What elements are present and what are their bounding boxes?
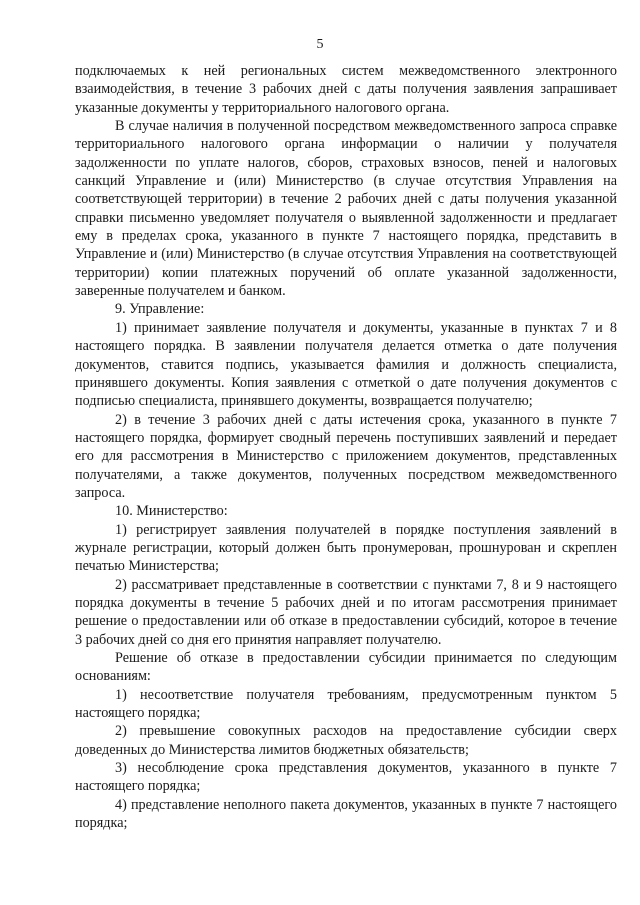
section-9-item-2: 2) в течение 3 рабочих дней с даты истечения срока, указанного в пункте 7 настоящего порядка, формирует сводный перечень поступивших заявлений и передает его для рассмотрения в Министерство с приложением документов, представленных получателями, а также документов, полученных посредством межведомственного запроса. — [75, 411, 617, 501]
section-10-heading: 10. Министерство: — [115, 503, 228, 520]
page-number: 5 — [316, 37, 324, 52]
paragraph-tax-debt: В случае наличия в полученной посредством межведомственного запроса справке территориального налогового органа информации о наличии у получателя задолженности по уплате налогов, сборов, страховых взносов, пеней и налоговых санкций Управление и (или) Министерство (в случае отсутствия Управления на соответствующей территории) в течение 2 рабочих дней с даты получения указанной справки письменно уведомляет получателя о выявленной задолженности и предлагает ему в пределах срока, указанного в пункте 7 настоящего порядка, представить в Управление и (или) Министерство (в случае отсутствия Управления на соответствующей территории) копии платежных поручений об оплате указанной задолженности, заверенные получателем и банком. — [75, 118, 617, 300]
refusal-ground-2: 2) превышение совокупных расходов на предоставление субсидии сверх доведенных до Министерства лимитов бюджетных обязательств; — [75, 723, 617, 758]
paragraph-continuation: подключаемых к ней региональных систем межведомственного электронного взаимодействия, в течение 3 рабочих дней с даты получения заявления запрашивает указанные документы у территориального налогового органа. — [75, 63, 617, 116]
section-10-item-1: 1) регистрирует заявления получателей в порядке поступления заявлений в журнале регистрации, который должен быть пронумерован, прошнурован и скреплен печатью Министерства; — [75, 521, 617, 575]
section-10-item-2: 2) рассматривает представленные в соответствии с пунктами 7, 8 и 9 настоящего порядка документы в течение 5 рабочих дней и по итогам рассмотрения принимает решение о предоставлении или об отказе в предоставлении субсидий, которое в течение 3 рабочих дней со дня его принятия направляет получателю. — [75, 576, 617, 648]
section-9-heading: 9. Управление: — [115, 301, 205, 318]
refusal-ground-4: 4) представление неполного пакета документов, указанных в пункте 7 настоящего порядка; — [75, 796, 617, 832]
refusal-ground-1: 1) несоответствие получателя требованиям, предусмотренным пунктом 5 настоящего порядка; — [75, 686, 617, 722]
refusal-ground-3: 3) несоблюдение срока представления документов, указанного в пункте 7 настоящего порядка; — [75, 760, 617, 795]
document-body — [75, 62, 617, 832]
section-9-item-1: 1) принимает заявление получателя и документы, указанные в пунктах 7 и 8 настоящего порядка. В заявлении получателя делается отметка о дате получения документов, ставится подпись, указывается фамилия и должность специалиста, принявшего документы. Копия заявления с отметкой о дате получения документов с подписью специалиста, принявшего документы, возвращается получателю; — [75, 319, 617, 410]
refusal-grounds-intro: Решение об отказе в предоставлении субсидии принимается по следующим основаниям: — [75, 650, 617, 685]
